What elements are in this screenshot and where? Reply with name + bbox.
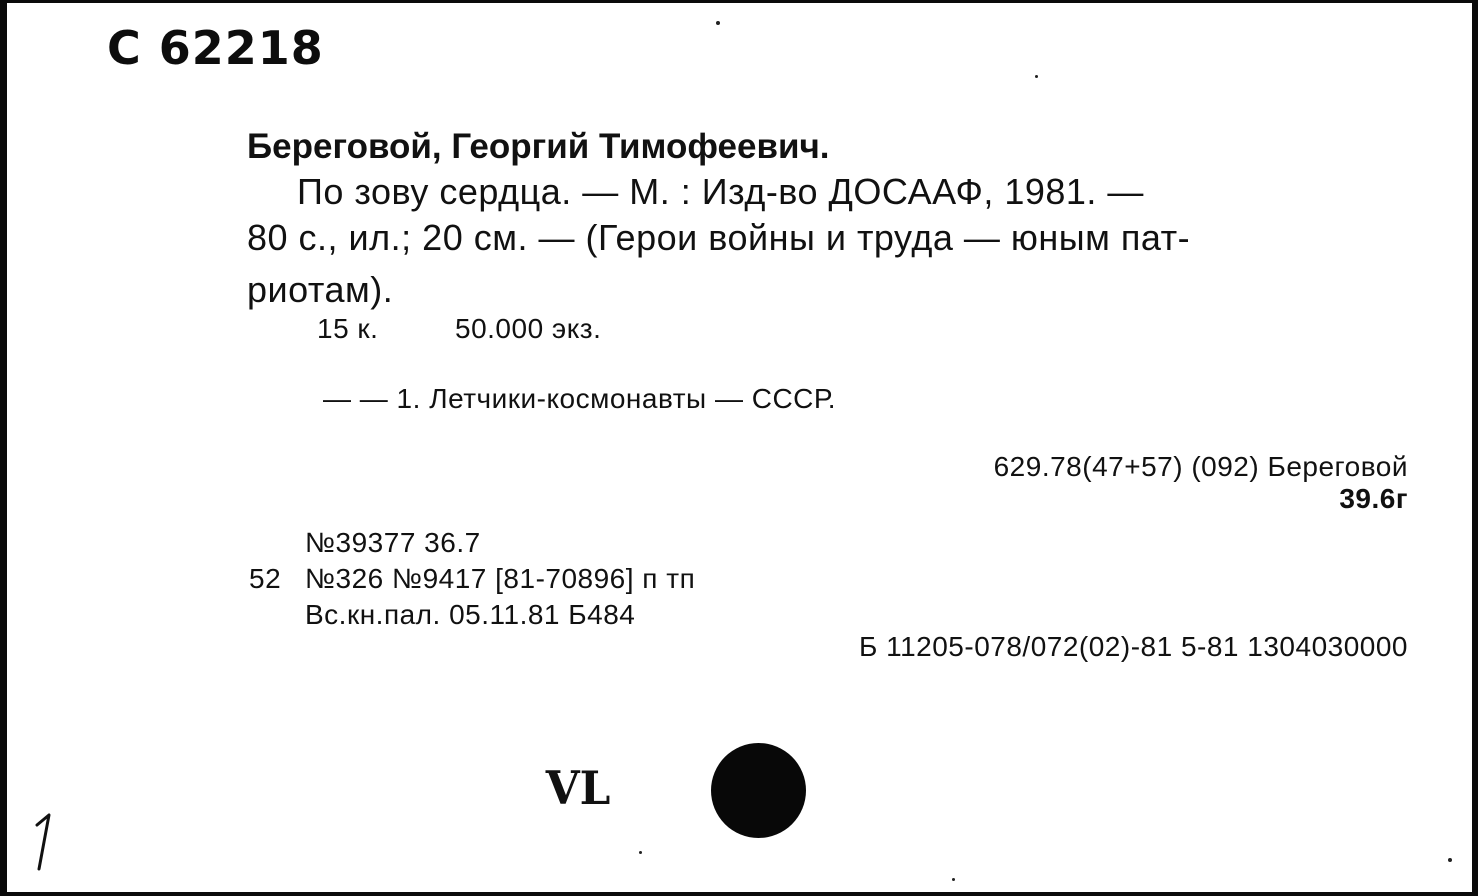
- subject-heading: — — 1. Летчики-космонавты — СССР.: [323, 383, 837, 414]
- description-line-2: 80 с., ил.; 20 см. — (Герои войны и труда — юным пат-: [247, 217, 1191, 258]
- price: 15 к.: [317, 313, 379, 344]
- record-line-2: №326 №9417 [81-70896] п тп: [305, 563, 696, 594]
- shelfmark: С 62218: [107, 21, 324, 75]
- description-line-3: риотам).: [247, 269, 394, 310]
- filled-circle-mark: [711, 743, 806, 838]
- author-heading: Береговой, Георгий Тимофеевич.: [247, 127, 830, 166]
- description-line-1: По зову сердца. — М. : Изд-во ДОСААФ, 1981. —: [297, 171, 1144, 212]
- handwritten-1-mark: [25, 811, 65, 873]
- ink-speck: [716, 21, 720, 25]
- ink-speck: [952, 878, 955, 881]
- ink-speck: [1035, 75, 1038, 78]
- record-line-3: Вс.кн.пал. 05.11.81 Б484: [305, 599, 636, 630]
- vl-mark: VL: [545, 761, 611, 815]
- ink-speck: [1448, 858, 1452, 862]
- catalog-code: Б 11205-078/072(02)-81 5-81 1304030000: [858, 631, 1408, 662]
- record-line-1: №39377 36.7: [305, 527, 481, 558]
- row-number: 52: [249, 563, 282, 594]
- classification: 629.78(47+57) (092) Береговой: [993, 451, 1408, 482]
- ink-speck: [639, 851, 642, 854]
- print-run: 50.000 экз.: [455, 313, 602, 344]
- classification-code: 39.6г: [1339, 483, 1408, 514]
